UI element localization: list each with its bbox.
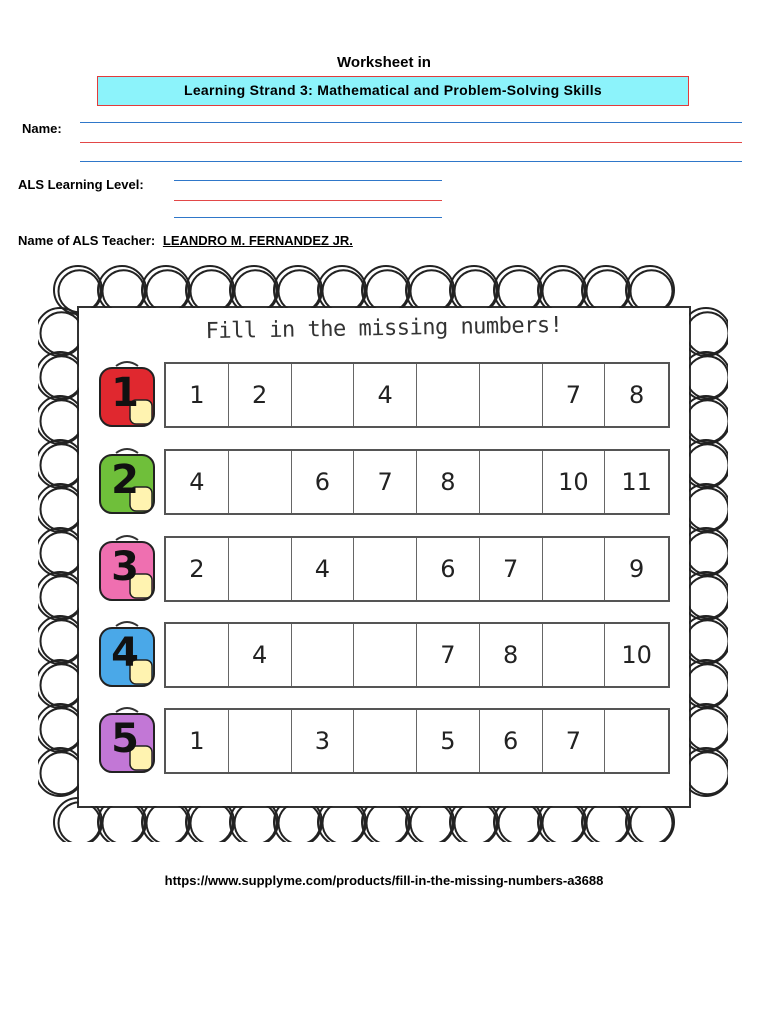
number-cell: 7	[417, 624, 480, 686]
number-cell: 1	[166, 710, 229, 772]
number-cell: 6	[417, 538, 480, 600]
number-cell: 10	[543, 451, 606, 513]
name-label: Name:	[22, 121, 62, 136]
number-cell: 7	[354, 451, 417, 513]
missing-number-cell[interactable]	[543, 624, 606, 686]
number-cell: 7	[480, 538, 543, 600]
missing-number-cell[interactable]	[229, 710, 292, 772]
number-cell: 7	[543, 364, 606, 426]
learning-level-line-1[interactable]	[174, 180, 442, 181]
backpack-icon	[96, 534, 158, 604]
number-cell: 4	[354, 364, 417, 426]
number-cell: 8	[417, 451, 480, 513]
number-cell: 7	[543, 710, 606, 772]
number-cell: 6	[292, 451, 355, 513]
number-cell: 3	[292, 710, 355, 772]
missing-number-cell[interactable]	[229, 451, 292, 513]
missing-number-cell[interactable]	[292, 364, 355, 426]
missing-number-cell[interactable]	[354, 538, 417, 600]
number-sequence	[164, 536, 670, 602]
teacher-name: LEANDRO M. FERNANDEZ JR.	[162, 233, 353, 248]
missing-number-cell[interactable]	[229, 538, 292, 600]
number-cell: 11	[621, 468, 652, 496]
number-cell: 2	[166, 538, 229, 600]
backpack-icon	[96, 447, 158, 517]
worksheet-heading: Worksheet in	[337, 54, 431, 71]
number-cell: 8	[480, 624, 543, 686]
missing-number-cell[interactable]	[292, 624, 355, 686]
number-cell: 4	[292, 538, 355, 600]
number-cell: 5	[417, 710, 480, 772]
puzzle-row	[96, 360, 668, 430]
puzzle-row	[96, 620, 668, 690]
puzzle-row	[96, 534, 668, 604]
number-sequence	[164, 362, 670, 428]
missing-number-cell[interactable]	[354, 624, 417, 686]
worksheet-instructions: Fill in the missing numbers!	[205, 312, 563, 345]
number-cell: 10	[621, 641, 652, 669]
number-cell: 9	[628, 555, 645, 583]
name-line-1[interactable]	[80, 122, 742, 123]
number-sequence	[164, 449, 670, 515]
row-number: 5	[111, 716, 139, 762]
number-cell: 4	[229, 624, 292, 686]
puzzle-row	[96, 447, 668, 517]
teacher-field	[18, 233, 353, 248]
row-number: 3	[111, 544, 139, 590]
row-number: 4	[111, 630, 139, 676]
number-cell: 2	[229, 364, 292, 426]
missing-number-cell[interactable]	[417, 364, 480, 426]
backpack-icon	[96, 360, 158, 430]
missing-number-cell[interactable]	[480, 451, 543, 513]
name-line-2[interactable]	[80, 142, 742, 143]
learning-level-label: ALS Learning Level:	[18, 177, 144, 192]
missing-number-cell[interactable]	[605, 710, 668, 772]
backpack-icon	[96, 706, 158, 776]
missing-number-cell[interactable]	[354, 710, 417, 772]
row-number: 2	[111, 457, 139, 503]
number-cell: 6	[480, 710, 543, 772]
backpack-icon	[96, 620, 158, 690]
source-url: https://www.supplyme.com/products/fill-in-the-missing-numbers-a3688	[164, 873, 604, 888]
number-sequence	[164, 622, 670, 688]
number-cell: 1	[166, 364, 229, 426]
number-cell: 8	[628, 381, 645, 409]
puzzle-row	[96, 706, 668, 776]
missing-number-cell[interactable]	[166, 624, 229, 686]
learning-level-line-2[interactable]	[174, 200, 442, 201]
learning-strand-banner: Learning Strand 3: Mathematical and Problem-Solving Skills	[97, 76, 689, 106]
learning-level-line-3[interactable]	[174, 217, 442, 218]
missing-number-cell[interactable]	[480, 364, 543, 426]
row-number: 1	[111, 370, 139, 416]
number-cell: 4	[166, 451, 229, 513]
name-line-3[interactable]	[80, 161, 742, 162]
number-sequence	[164, 708, 670, 774]
missing-number-cell[interactable]	[543, 538, 606, 600]
teacher-label: Name of ALS Teacher:	[18, 233, 156, 248]
